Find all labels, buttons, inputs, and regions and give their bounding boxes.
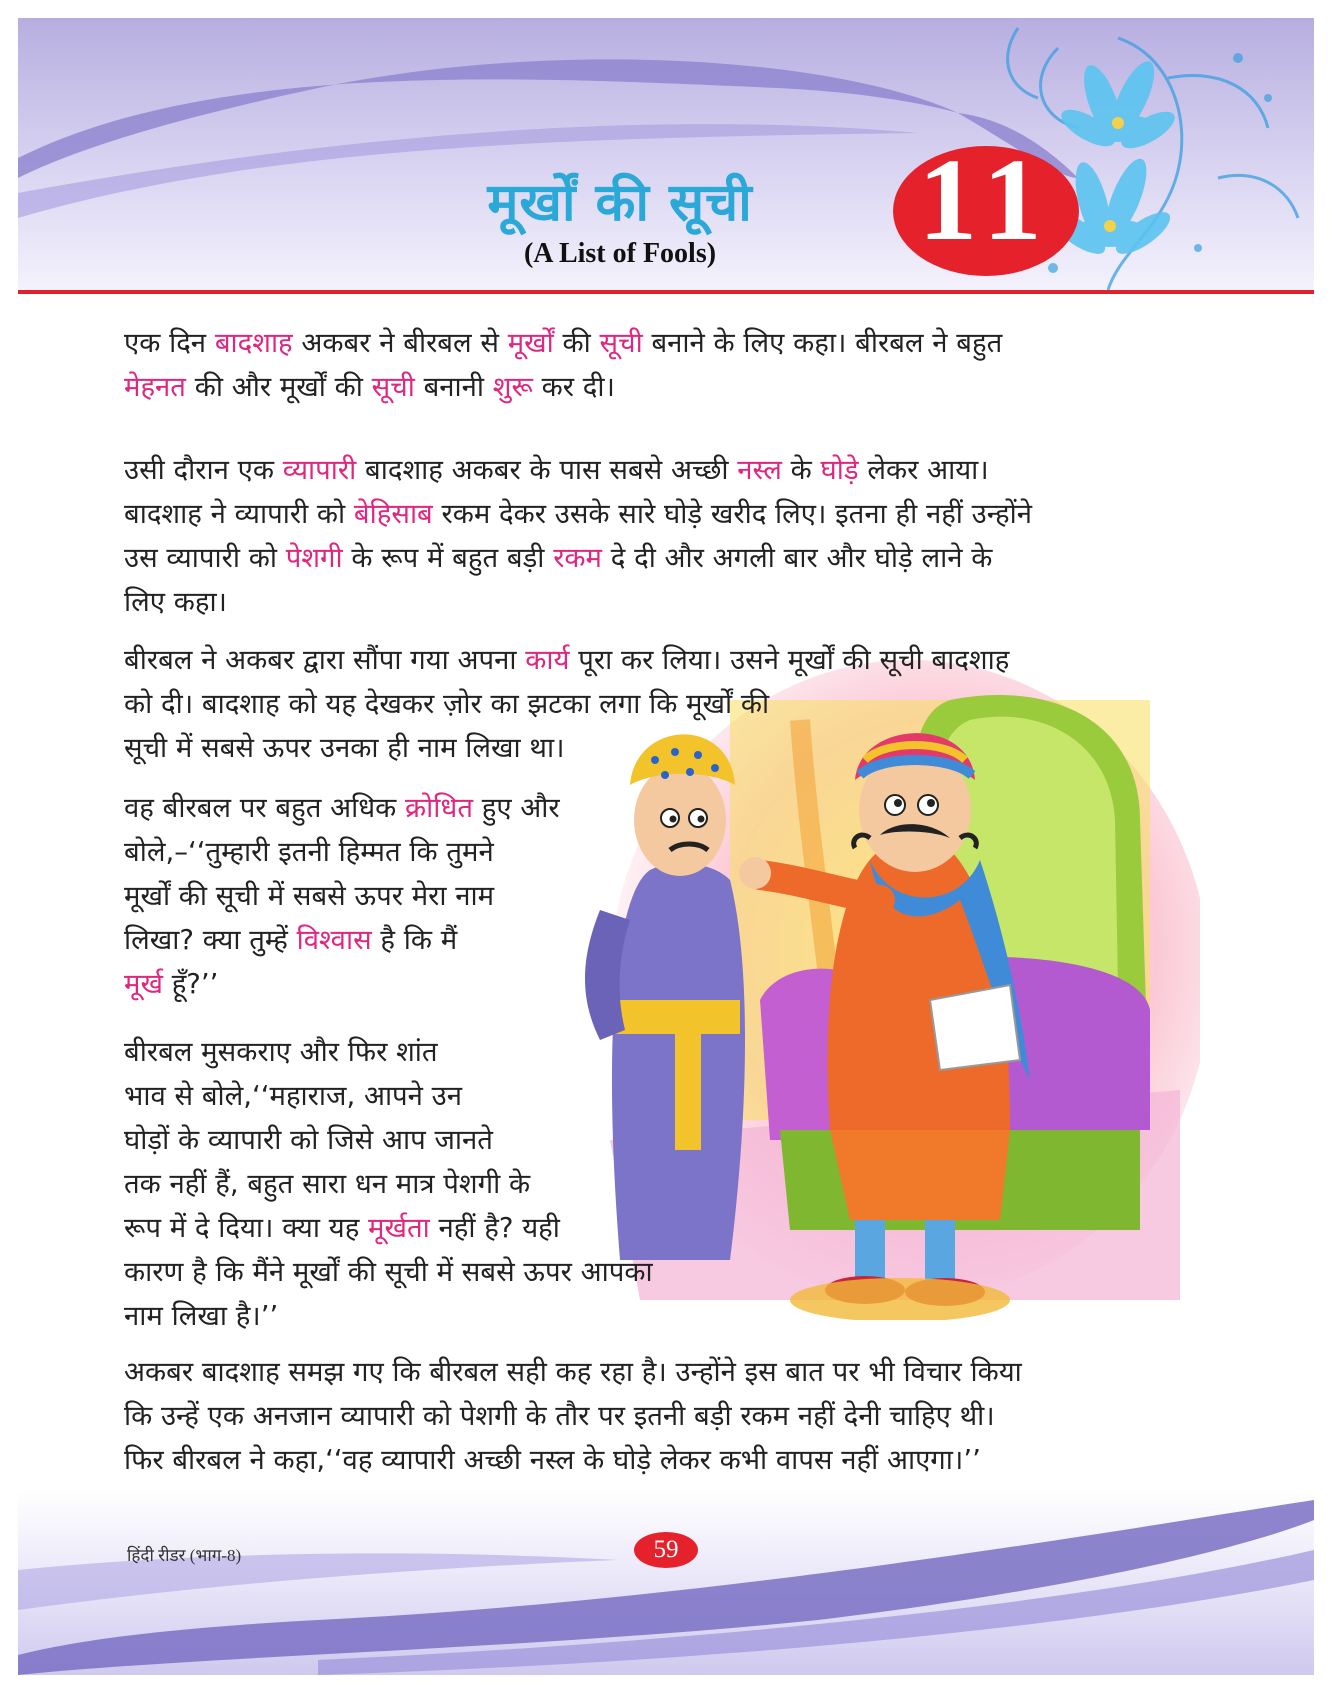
paragraph-line: लिए कहा। <box>124 586 227 618</box>
paragraph-line: मूर्ख हूँ?’’ <box>124 968 219 1000</box>
footer-band <box>18 1490 1314 1675</box>
paragraph-3 <box>124 638 1208 770</box>
paragraph-6 <box>124 1350 1208 1482</box>
paragraph-line: घोड़ों के व्यापारी को जिसे आप जानते <box>124 1124 493 1156</box>
footer-swoosh-decoration <box>18 1490 1314 1675</box>
paragraph-line: कारण है कि मैंने मूर्खों की सूची में सबसे ऊपर आपका <box>124 1256 653 1288</box>
paragraph-line: फिर बीरबल ने कहा,‘‘वह व्यापारी अच्छी नस्ल के घोड़े लेकर कभी वापस नहीं आएगा।’’ <box>124 1444 981 1476</box>
paragraph-1 <box>124 321 1208 409</box>
paragraph-line: रूप में दे दिया। क्या यह मूर्खता नहीं है? यही <box>124 1212 560 1244</box>
paragraph-line: उसी दौरान एक व्यापारी बादशाह अकबर के पास सबसे अच्छी नस्ल के घोड़े लेकर आया। <box>124 454 989 486</box>
page-number-badge <box>634 1532 698 1568</box>
paragraph-line: सूची में सबसे ऊपर उनका ही नाम लिखा था। <box>124 732 565 764</box>
paragraph-line: बोले,–‘‘तुम्हारी इतनी हिम्मत कि तुमने <box>124 836 494 868</box>
paragraph-line: मूर्खों की सूची में सबसे ऊपर मेरा नाम <box>124 880 495 912</box>
paragraph-line: एक दिन बादशाह अकबर ने बीरबल से मूर्खों की सूची बनाने के लिए कहा। बीरबल ने बहुत <box>124 327 1003 359</box>
paragraph-line: कि उन्हें एक अनजान व्यापारी को पेशगी के तौर पर इतनी बड़ी रकम नहीं देनी चाहिए थी। <box>124 1400 995 1432</box>
paragraph-5 <box>124 1030 784 1338</box>
paragraph-2 <box>124 448 1208 624</box>
paragraph-line: लिखा? क्या तुम्हें विश्वास है कि मैं <box>124 924 458 956</box>
paragraph-line: बीरबल मुसकराए और फिर शांत <box>124 1036 438 1068</box>
paragraph-4 <box>124 786 584 1006</box>
paragraph-line: वह बीरबल पर बहुत अधिक क्रोधित हुए और <box>124 792 560 824</box>
header-divider <box>18 290 1314 294</box>
book-name: हिंदी रीडर (भाग-8) <box>127 1546 242 1565</box>
chapter-title-hindi: मूर्खों की सूची <box>487 173 753 233</box>
chapter-badge <box>893 134 1079 276</box>
paragraph-line: बीरबल ने अकबर द्वारा सौंपा गया अपना कार्य पूरा कर लिया। उसने मूर्खों की सूची बादशाह <box>124 644 1010 676</box>
paragraph-line: बादशाह ने व्यापारी को बेहिसाब रकम देकर उसके सारे घोड़े खरीद लिए। इतना ही नहीं उन्होंने <box>124 498 1032 530</box>
page-number: 59 <box>653 1536 679 1563</box>
chapter-number: 11 <box>918 134 1054 265</box>
paragraph-line: को दी। बादशाह को यह देखकर ज़ोर का झटका लगा कि मूर्खों की <box>124 688 770 720</box>
paragraph-line: अकबर बादशाह समझ गए कि बीरबल सही कह रहा है। उन्होंने इस बात पर भी विचार किया <box>124 1356 1022 1388</box>
paragraph-line: नाम लिखा है।’’ <box>124 1300 279 1332</box>
chapter-title-english: (A List of Fools) <box>523 238 717 269</box>
paragraph-line: भाव से बोले,‘‘महाराज, आपने उन <box>124 1080 463 1112</box>
paragraph-line: मेहनत की और मूर्खों की सूची बनानी शुरू कर दी। <box>124 371 615 403</box>
paragraph-line: उस व्यापारी को पेशगी के रूप में बहुत बड़ी रकम दे दी और अगली बार और घोड़े लाने के <box>124 542 993 574</box>
paragraph-line: तक नहीं हैं, बहुत सारा धन मात्र पेशगी के <box>124 1168 531 1200</box>
